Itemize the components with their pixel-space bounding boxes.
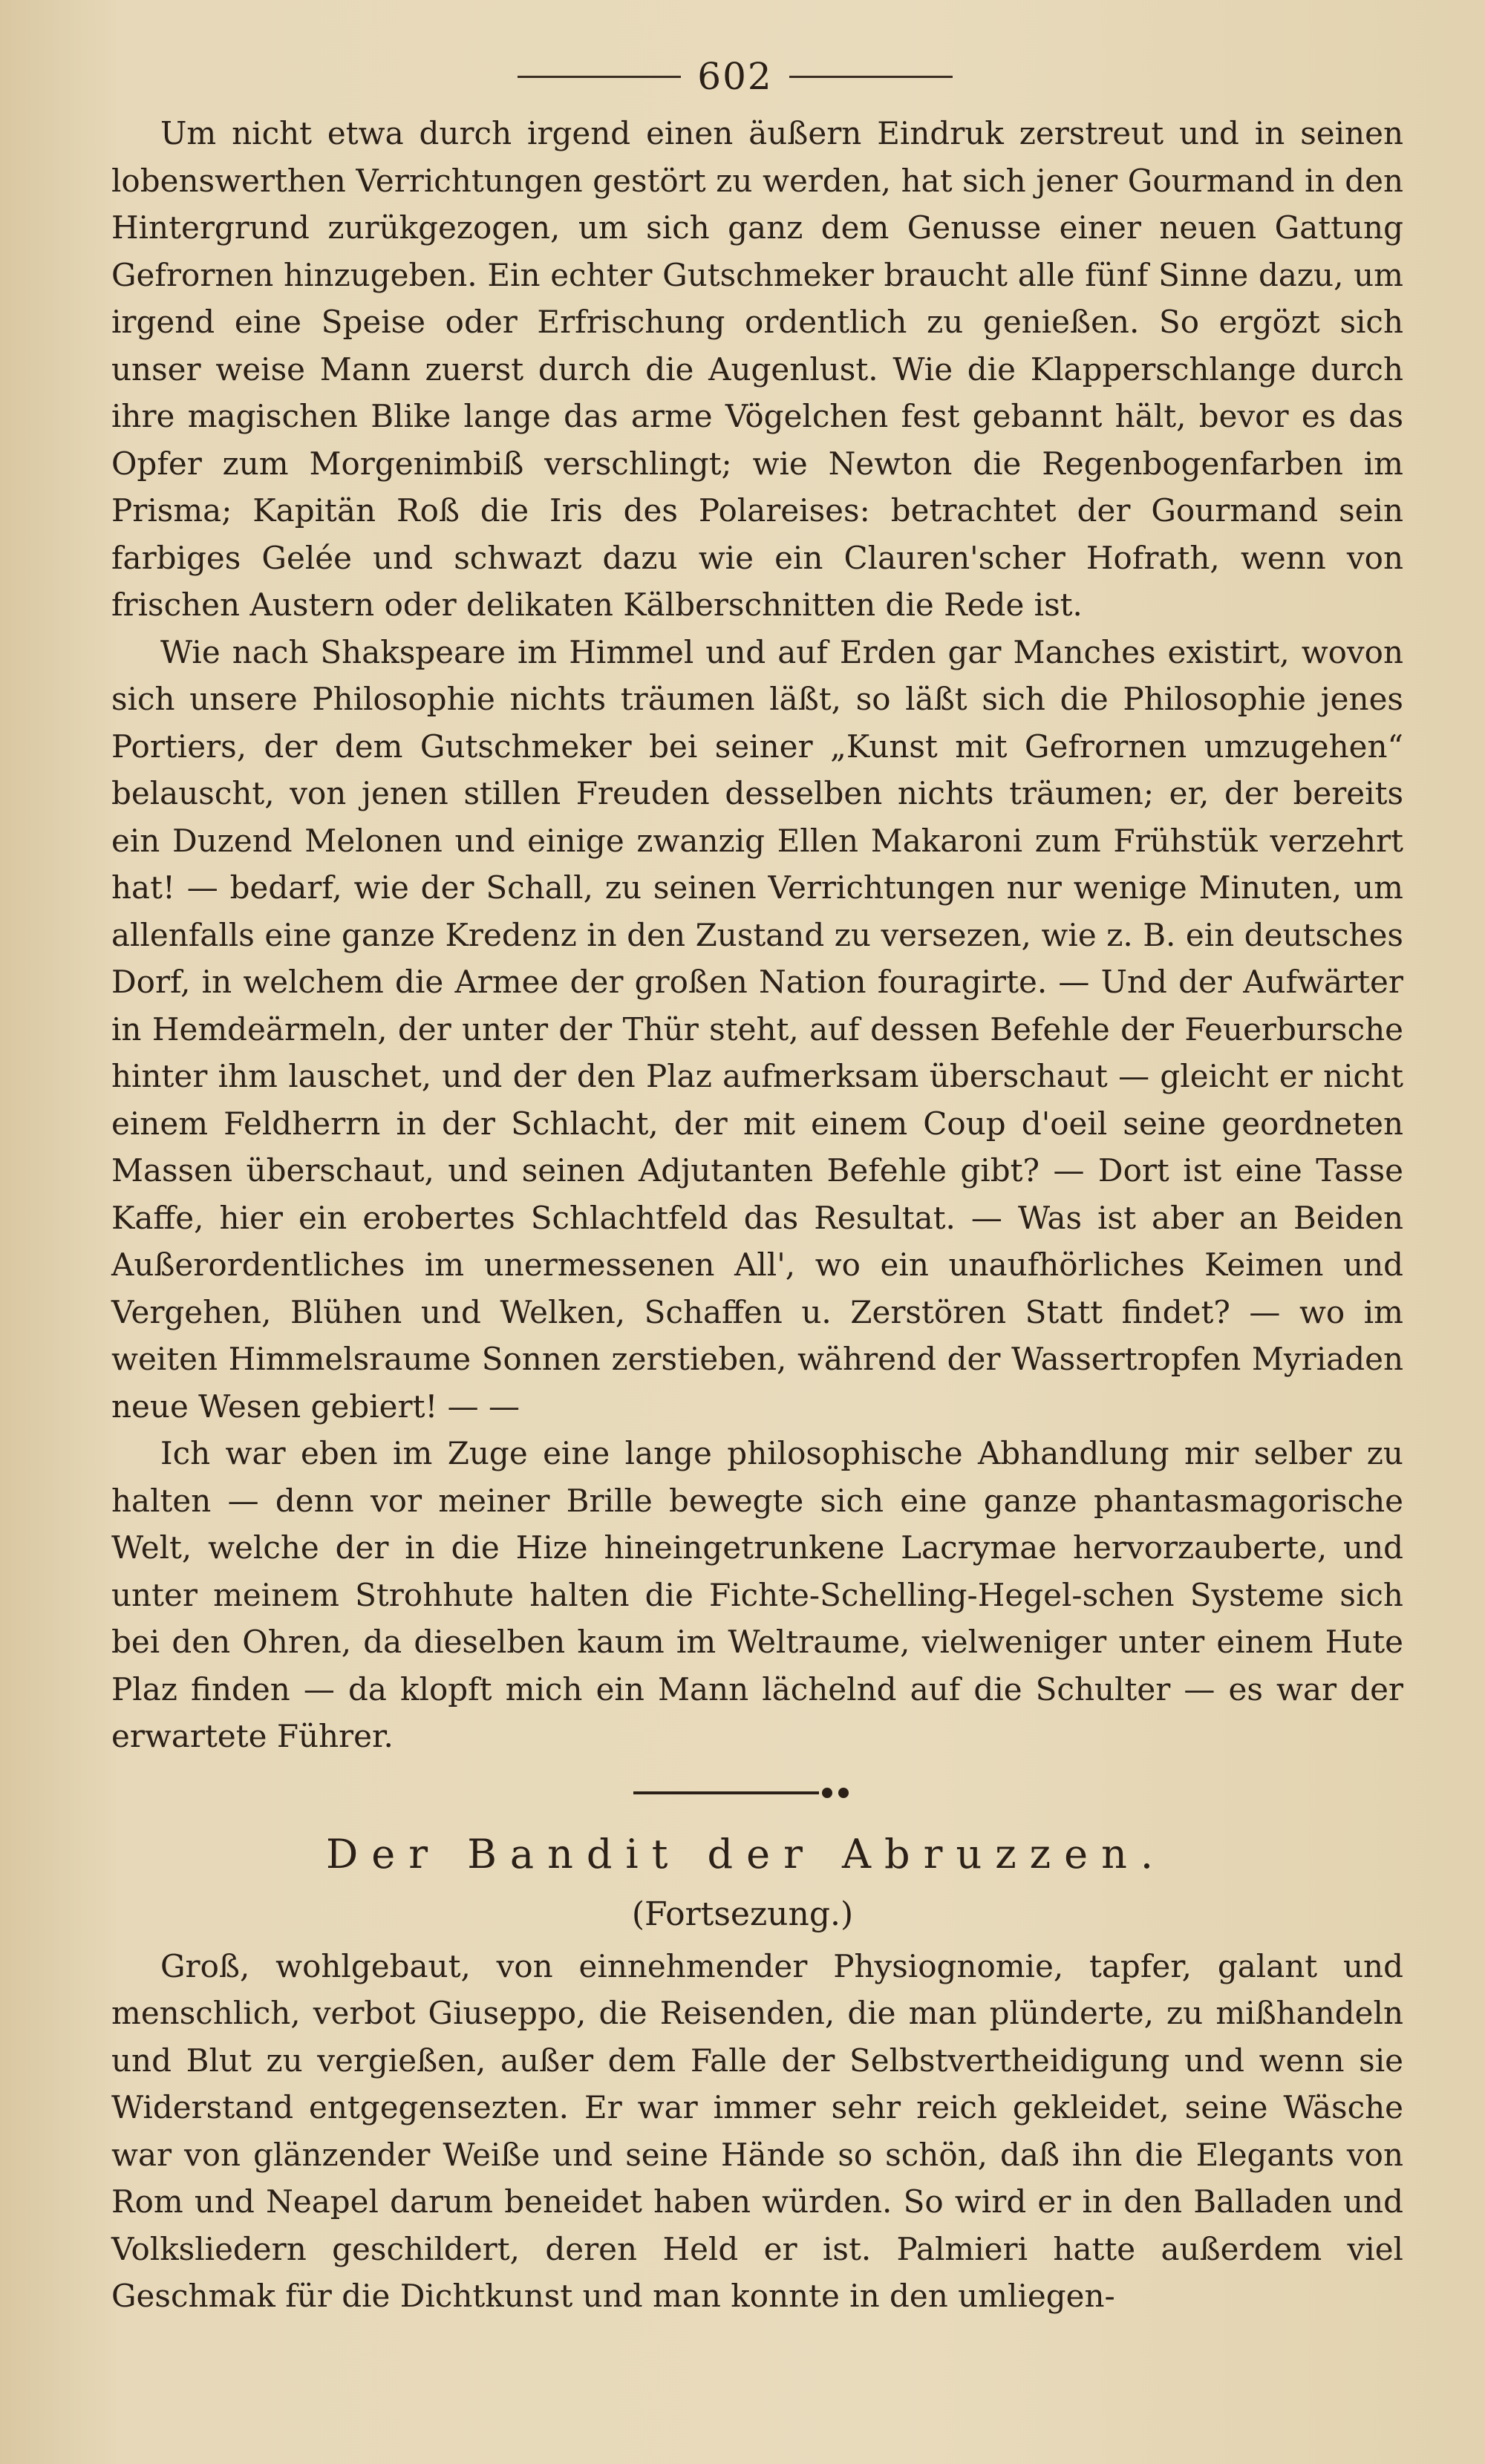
divider-dot [822,1788,832,1798]
main-text [111,110,1403,1760]
header-rule-right [789,76,953,78]
divider-dot [838,1788,849,1798]
paragraph-bandit: Groß, wohlgebaut, von einnehmender Physiognomie, tapfer, galant und menschlich, verbot Giuseppo, die Reisenden, die man plünderte, zu mißhandeln und Blut zu vergießen, außer dem Falle der Selbstvertheidigung und wenn sie Widerstand entgegensezten. Er war immer sehr reich gekleidet, seine Wäsche war von glänzender Weiße und seine Hände so schön, daß ihn die Elegants von Rom und Neapel darum beneidet haben würden. So wird er in den Balladen und Volksliedern geschildert, deren Held er ist. Palmieri hatte außerdem viel Geschmak für die Dichtkunst und man konnte in den umliegen- [111,1947,1403,2314]
paragraph-philosophy: Wie nach Shakspeare im Himmel und auf Erden gar Manches existirt, wovon sich unsere Philosophie nichts träumen läßt, so läßt sich die Philosophie jenes Portiers, der dem Gutschmeker bei seiner „Kunst mit Gefrornen umzugehen“ belauscht, von jenen stillen Freuden desselben nichts träumen; er, der bereits ein Duzend Melonen und einige zwanzig Ellen Makaroni zum Frühstük verzehrt hat! — bedarf, wie der Schall, zu seinen Verrichtungen nur wenige Minuten, um allenfalls eine ganze Kredenz in den Zustand zu versezen, wie z. B. ein deutsches Dorf, in welchem die Armee der großen Nation fouragirte. — Und der Aufwärter in Hemdeärmeln, der unter der Thür steht, auf dessen Befehle der Feuerbursche hinter ihm lauschet, und der den Plaz aufmerksam überschaut — gleicht er nicht einem Feldherrn in der Schlacht, der mit einem Coup d'oeil seine geordneten Massen überschaut, und seinen Adjutanten Befehle gibt? — Dort ist eine Tasse Kaffe, hier ein erobertes Schlachtfeld das Resultat. — Was ist aber an Beiden Außerordentliches im unermessenen All', wo ein unaufhörliches Keimen und Vergehen, Blühen und Welken, Schaffen u. Zerstören Statt findet? — wo im weiten Himmelsraume Sonnen zerstieben, während der Wassertropfen Myriaden neue Wesen gebiert! — — [111,633,1403,1425]
page-header [67,43,1403,110]
divider-line [633,1791,819,1794]
section-divider-ornament [82,1763,1403,1823]
section-subtitle: (Fortsezung.) [631,1895,854,1933]
header-rule-left [518,76,681,78]
section-title: Der Bandit der Abruzzen. [325,1830,1167,1878]
page-number: 602 [697,55,773,98]
paragraph-guide: Ich war eben im Zuge eine lange philosophische Abhandlung mir selber zu halten — denn vor meiner Brille bewegte sich eine ganze phantasmagorische Welt, welche der in die Hize hineingetrunkene Lacrymae hervorzauberte, und unter meinem Strohhute halten die Fichte-Schelling-Hegel-schen Systeme sich bei den Ohren, da dieselben kaum im Weltraume, vielweniger unter einem Hute Plaz finden — da klopft mich ein Mann lächelnd auf die Schulter — es war der erwartete Führer. [111,1435,1403,1754]
paragraph-gourmand: Um nicht etwa durch irgend einen äußern Eindruk zerstreut und in seinen lobenswerthen Verrichtungen gestört zu werden, hat sich jener Gourmand in den Hintergrund zurükgezogen, um sich ganz dem Genusse einer neuen Gattung Gefrornen hinzugeben. Ein echter Gutschmeker braucht alle fünf Sinne dazu, um irgend eine Speise oder Erfrischung ordentlich zu genießen. So ergözt sich unser weise Mann zuerst durch die Augenlust. Wie die Klapperschlange durch ihre magischen Blike lange das arme Vögelchen fest gebannt hält, bevor es das Opfer zum Morgenimbiß verschlingt; wie Newton die Regenbogenfarben im Prisma; Kapitän Roß die Iris des Polareises: betrachtet der Gourmand sein farbiges Gelée und schwazt dazu wie ein Clauren'scher Hofrath, wenn von frischen Austern oder delikaten Kälberschnitten die Rede ist. [111,115,1403,623]
section-text [111,1943,1403,2320]
